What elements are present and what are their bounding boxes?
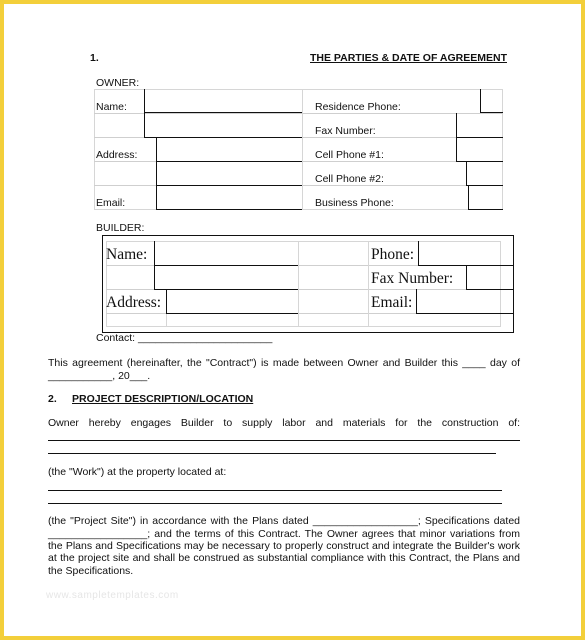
agreement-line-2: ___________, 20___.: [48, 370, 151, 382]
work-location-text: (the "Work") at the property located at:: [48, 466, 227, 478]
watermark: www.sampletemplates.com: [46, 590, 179, 601]
section-1-title: THE PARTIES & DATE OF AGREEMENT: [310, 52, 507, 64]
builder-email-label: Email:: [371, 294, 413, 311]
project-site-line-4: at the project site and shall be construed as substantial compliance with this Contract, the Plans and: [48, 552, 520, 564]
section-2-number: 2.: [48, 393, 57, 405]
property-field-1[interactable]: [48, 490, 502, 491]
project-site-line-1: (the "Project Site") in accordance with the Plans dated __________________; Specifications dated: [48, 515, 520, 527]
builder-address-field[interactable]: [166, 313, 298, 314]
owner-residence-phone-label: Residence Phone:: [315, 101, 401, 113]
section-1-number: 1.: [90, 52, 99, 64]
owner-cell2-label: Cell Phone #2:: [315, 173, 384, 185]
project-line-1: Owner hereby engages Builder to supply labor and materials for the construction of:: [48, 417, 520, 429]
owner-business-phone-label: Business Phone:: [315, 197, 394, 209]
project-site-line-5: the Specifications.: [48, 565, 134, 577]
owner-address-field-2[interactable]: [156, 185, 302, 186]
builder-name-field-2[interactable]: [154, 289, 298, 290]
builder-phone-label: Phone:: [371, 246, 415, 263]
builder-contact-line[interactable]: Contact: _______________________: [96, 332, 273, 344]
builder-heading: BUILDER:: [96, 222, 145, 234]
builder-name-field[interactable]: [154, 265, 298, 266]
project-site-line-2: _________________; and the terms of this Contract. The Owner agrees that minor variations from: [48, 528, 520, 540]
owner-residence-phone-field[interactable]: [480, 112, 503, 113]
owner-address-field[interactable]: [156, 161, 302, 162]
owner-name-field[interactable]: [144, 112, 302, 113]
document-page: [4, 4, 581, 636]
owner-name-field-2[interactable]: [144, 137, 302, 138]
owner-cell2-field[interactable]: [466, 185, 503, 186]
builder-fax-label: Fax Number:: [371, 270, 454, 287]
builder-email-field[interactable]: [416, 313, 514, 314]
owner-email-label: Email:: [96, 197, 126, 209]
owner-address-label: Address:: [96, 149, 138, 161]
owner-cell1-field[interactable]: [456, 161, 503, 162]
owner-name-label: Name:: [96, 101, 127, 113]
owner-fax-field[interactable]: [456, 137, 503, 138]
builder-name-label: Name:: [106, 246, 148, 263]
owner-business-phone-field[interactable]: [468, 209, 503, 210]
section-2-title: PROJECT DESCRIPTION/LOCATION: [72, 393, 254, 405]
owner-heading: OWNER:: [96, 77, 140, 89]
builder-fax-field[interactable]: [466, 289, 514, 290]
owner-fax-label: Fax Number:: [315, 125, 376, 137]
property-field-2[interactable]: [48, 503, 502, 504]
owner-email-field[interactable]: [156, 209, 302, 210]
agreement-line-1: This agreement (hereinafter, the "Contract") is made between Owner and Builder this ____ day of: [48, 357, 520, 369]
project-site-line-3: the Plans and Specifications may be necessary to properly construct and integrate the Builder's work: [48, 540, 520, 552]
construction-field-1[interactable]: [48, 440, 520, 441]
construction-field-2[interactable]: [48, 453, 496, 454]
builder-address-label: Address:: [106, 294, 162, 311]
owner-cell1-label: Cell Phone #1:: [315, 149, 384, 161]
